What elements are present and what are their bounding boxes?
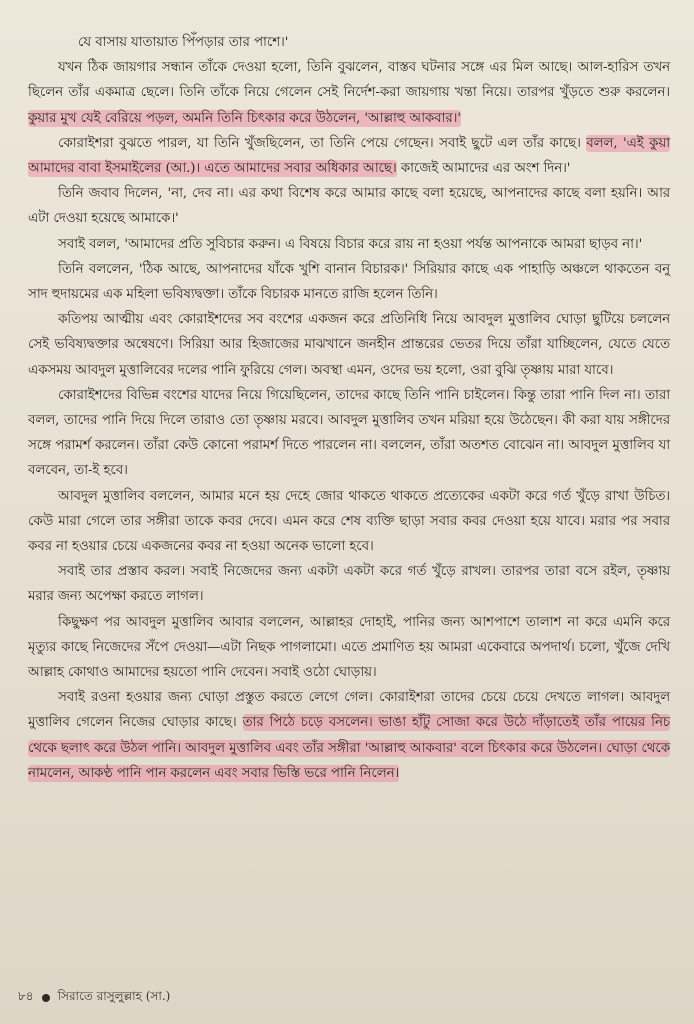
paragraph: [28, 307, 670, 383]
book-title: সিরাতে রাসুলুল্লাহ (সা.): [57, 989, 171, 1003]
paragraph: [28, 383, 670, 484]
paragraph: [28, 55, 670, 131]
text-segment: যখন ঠিক জায়গার সন্ধান তাঁকে দেওয়া হলো, তিনি বুঝলেন, বাস্তব ঘটনার সঙ্গে এর মিল আছে। আল-হারিস তখন ছিলেন তাঁর একমাত্র ছেলে। তিনি তাঁকে নিয়ে গেলেন সেই নির্দেশ-করা জায়গায় খন্তা নিয়ে। তারপর খুঁড়তে শুরু করলেন।: [28, 60, 670, 101]
bullet-icon: [42, 994, 50, 1002]
highlighted-text: বলল, 'এই কুয়া আমাদের বাবা ইসমাইলের (আ.)। এতে আমাদের সবার অধিকার আছে।: [28, 135, 670, 177]
paragraph: [28, 610, 670, 686]
text-segment: কোরাইশদের বিভিন্ন বংশের যাদের নিয়ে গিয়েছিলেন, তাদের কাছে তিনি পানি চাইলেন। কিন্তু তারা পানি দিল না। তারা বলল, তাদের পানি দিয়ে দিলে তারাও তো তৃষ্ণায় মরবে। আবদুল মুত্তালিব তখন মরিয়া হয়ে উঠেছেন। কী করা যায় সঙ্গীদের সঙ্গে পরামর্শ করলেন। তাঁরা কেউ কোনো পরামর্শ দিতে পারলেন না। বললেন, তাঁরা অতশত বোঝেন না। আবদুল মুত্তালিব যা বলবেন, তা-ই হবে।: [28, 387, 670, 479]
text-segment: সবাই রওনা হওয়ার জন্য ঘোড়া প্রস্তুত করতে লেগে গেল। কোরাইশরা তাদের চেয়ে চেয়ে দেখতে লাগল। আবদুল মুত্তালিব গেলেন নিজের ঘোড়ার কাছে।: [28, 690, 670, 731]
highlighted-text: তার পিঠে চড়ে বসলেন। ভাঙা হাঁটু সোজা করে উঠে দাঁড়াতেই তাঁর পায়ের নিচ থেকে ছলাৎ করে উঠল পানি। আবদুল মুত্তালিব এবং তাঁর সঙ্গীরা 'আল্লাহু আকবার' বলে চিৎকার করে উঠলেন। ঘোড়া থেকে নামলেন, আকণ্ঠ পানি পান করলেন এবং সবার ভিস্তি ভরে পানি নিলেন।: [28, 715, 670, 781]
text-segment: সবাই বলল, 'আমাদের প্রতি সুবিচার করুন। এ বিষয়ে বিচার করে রায় না হওয়া পর্যন্ত আপনাকে আমরা ছাড়ব না।': [58, 236, 643, 252]
paragraph: [28, 484, 670, 560]
paragraph: [28, 685, 670, 786]
highlighted-text: কুয়ার মুখ যেই বেরিয়ে পড়ল, অমনি তিনি চিৎকার করে উঠলেন, 'আল্লাহু আকবার।': [28, 110, 461, 126]
paragraph: [28, 257, 670, 307]
paragraph: [28, 559, 670, 609]
page-number: ৮৪: [18, 989, 34, 1003]
paragraph: [28, 30, 670, 55]
text-segment: তিনি বললেন, 'ঠিক আছে, আপনাদের যাঁকে খুশি বানান বিচারক।' সিরিয়ার কাছে এক পাহাড়ি অঞ্চলে থাকতেন বনু সাদ হুদায়মের এক মহিলা ভবিষ্যদ্বক্তা। তাঁকে বিচারক মানতে রাজি হলেন তিনি।: [28, 261, 670, 303]
text-segment: কতিপয় আত্মীয় এবং কোরাইশদের সব বংশের একজন করে প্রতিনিধি নিয়ে আবদুল মুত্তালিব ঘোড়া ছুটিয়ে চললেন সেই ভবিষ্যদ্বক্তার অন্বেষণে। সিরিয়া আর হিজাজের মাঝখানে জনহীন প্রান্তরের ভেতর দিয়ে তাঁরা যাচ্ছিলেন, যেতে যেতে একসময় আবদুল মুত্তালিবের দলের পানি ফুরিয়ে গেল। অবস্থা এমন, ওদের ভয় হলো, ওরা বুঝি তৃষ্ণায় মারা যাবে।: [28, 312, 670, 378]
page-footer: [18, 988, 170, 1008]
text-segment: আবদুল মুত্তালিব বললেন, আমার মনে হয় দেহে জোর থাকতে থাকতে প্রত্যেকের একটা করে গর্ত খুঁড়ে রাখা উচিত। কেউ মারা গেলে তার সঙ্গীরা তাকে কবর দেবে। এমন করে শেষ ব্যক্তি ছাড়া সবার কবর দেওয়া হয়ে যাবে। মরার পর সবার কবর না হওয়ার চেয়ে একজনের কবর না হওয়া অনেক ভালো হবে।: [28, 488, 670, 555]
paragraph: [28, 181, 670, 231]
text-segment: কিছুক্ষণ পর আবদুল মুত্তালিব আবার বললেন, আল্লাহর দোহাই, পানির জন্য আশপাশে তালাশ না করে এমনি করে মৃত্যুর কাছে নিজেদের সঁপে দেওয়া—এটা নিছক পাগলামো। এতে প্রমাণিত হয় আমরা একেবারে অপদার্থ। চলো, খুঁজে দেখি আল্লাহ কোথাও আমাদের হয়তো পানি দেবেন। সবাই ওঠো ঘোড়ায়।: [28, 614, 670, 681]
text-segment: সবাই তার প্রস্তাব করল। সবাই নিজেদের জন্য একটা একটা করে গর্ত খুঁড়ে রাখল। তারপর তারা বসে রইল, তৃষ্ণায় মরার জন্য অপেক্ষা করতে লাগল।: [28, 564, 670, 605]
text-segment: কাজেই আমাদের এর অংশ দিন।': [396, 161, 571, 177]
body-text: [28, 30, 670, 786]
paragraph: [28, 232, 670, 257]
text-segment: যে বাসায় যাতায়াত পিঁপড়ার তার পাশে।': [78, 35, 289, 50]
text-segment: তিনি জবাব দিলেন, 'না, দেব না। এর কথা বিশেষ করে আমার কাছে বলা হয়েছে, আপনাদের কাছে বলা হয়নি। আর এটা দেওয়া হয়েছে আমাকে।': [28, 186, 670, 227]
text-segment: কোরাইশরা বুঝতে পারল, যা তিনি খুঁজছিলেন, তা তিনি পেয়ে গেছেন। সবাই ছুটে এল তাঁর কাছে।: [58, 135, 587, 151]
paragraph: [28, 131, 670, 181]
